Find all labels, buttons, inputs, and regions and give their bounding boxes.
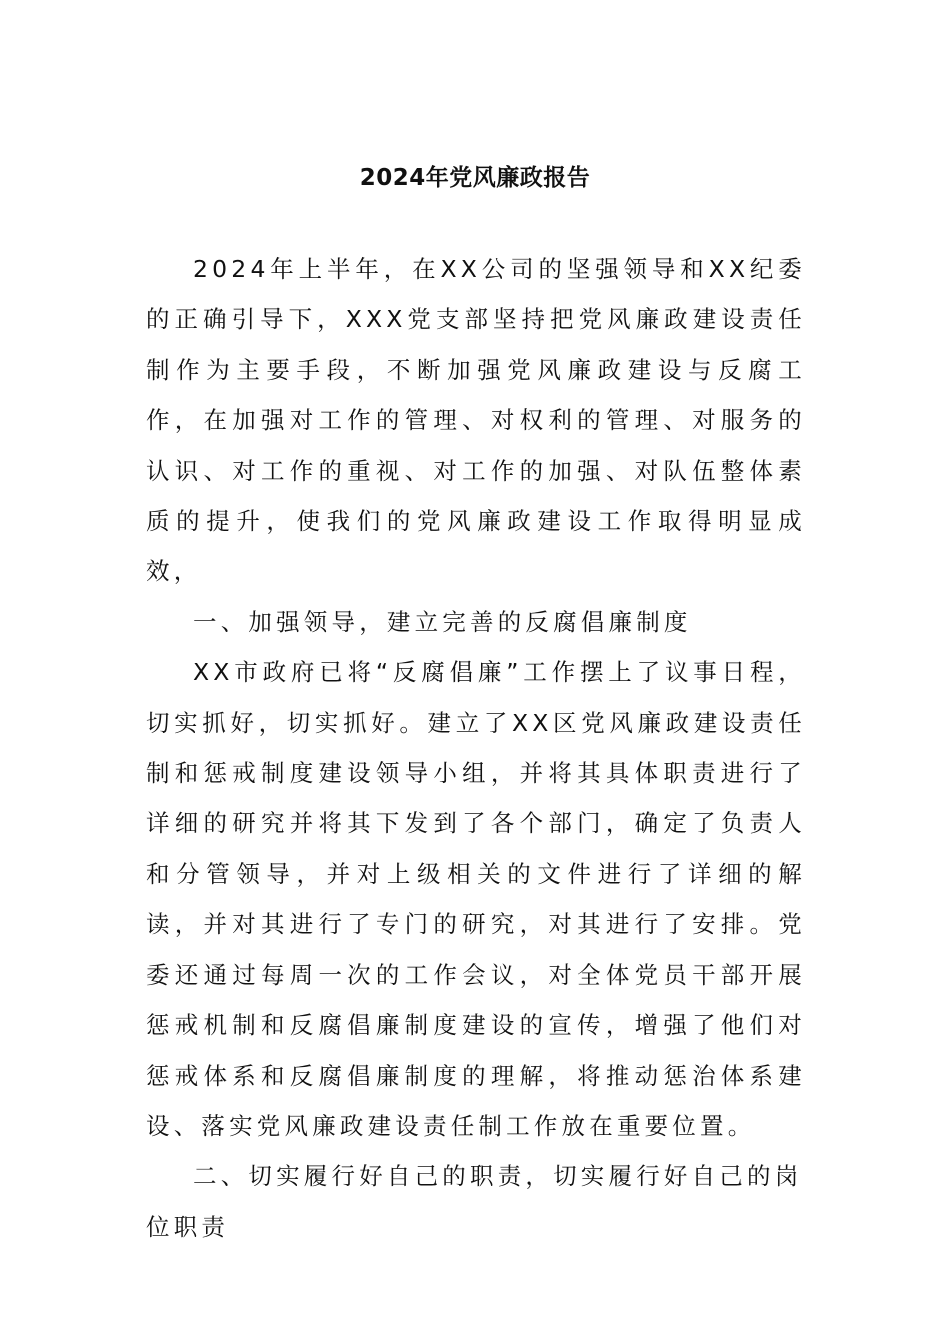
section-heading-1: 一、加强领导，建立完善的反腐倡廉制度 bbox=[193, 607, 692, 636]
section-1-paragraph: XX市政府已将“反腐倡廉”工作摆上了议事日程，切实抓好，切实抓好。建立了XX区党风廉政建设责任制和惩戒制度建设领导小组，并将其具体职责进行了详细的研究并将其下发到了各个部门，确定了负责人和分管领导，并对上级相关的文件进行了详细的解读，并对其进行了专门的研究，对其进行了安排。党委还通过每周一次的工作会议，对全体党员干部开展惩戒机制和反腐倡廉制度建设的宣传，增强了他们对惩戒体系和反腐倡廉制度的理解，将推动惩治体系建设、落实党风廉政建设责任制工作放在重要位置。 bbox=[146, 658, 806, 1140]
document-body bbox=[146, 188, 806, 1252]
intro-paragraph: 2024年上半年，在XX公司的坚强领导和XX纪委的正确引导下，XXX党支部坚持把党风廉政建设责任制作为主要手段，不断加强党风廉政建设与反腐工作，在加强对工作的管理、对权利的管理、对服务的认识、对工作的重视、对工作的加强、对队伍整体素质的提升，使我们的党风廉政建设工作取得明显成效， bbox=[146, 255, 806, 586]
section-heading-2: 二、切实履行好自己的职责，切实履行好自己的岗位职责 bbox=[146, 1162, 803, 1241]
document-title: 2024年党风廉政报告 bbox=[359, 165, 591, 191]
